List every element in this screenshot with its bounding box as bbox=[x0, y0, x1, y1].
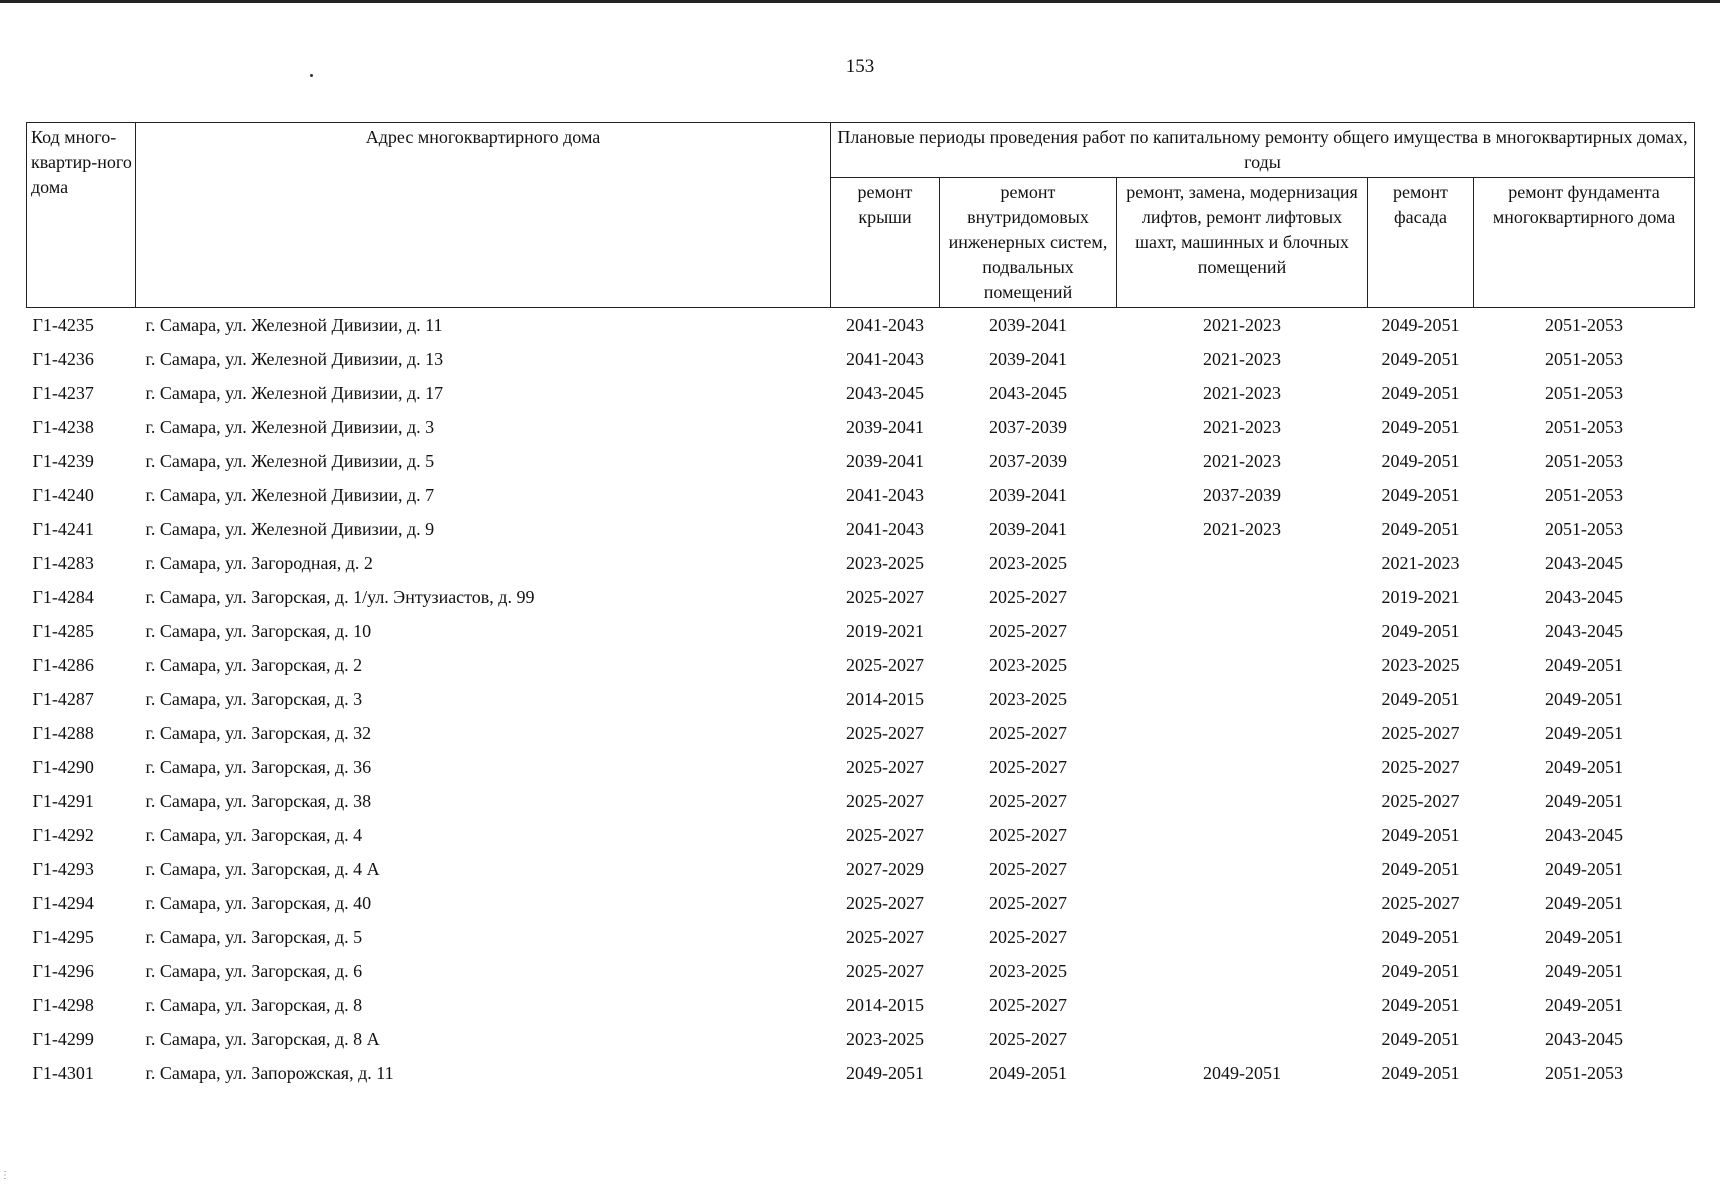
table-row bbox=[27, 852, 1695, 886]
cell-systems: 2025-2027 bbox=[989, 722, 1067, 743]
header-roof: ремонт крыши bbox=[831, 178, 940, 308]
cell-foundation: 2051-2053 bbox=[1545, 348, 1623, 369]
table-row bbox=[27, 920, 1695, 954]
cell-systems: 2023-2025 bbox=[989, 654, 1067, 675]
cell-code: Г1-4237 bbox=[32, 382, 94, 403]
cell-facade: 2049-2051 bbox=[1381, 518, 1460, 539]
cell-foundation: 2043-2045 bbox=[1545, 552, 1623, 573]
table-row bbox=[27, 308, 1695, 343]
cell-roof: 2025-2027 bbox=[846, 790, 924, 811]
cell-code: Г1-4294 bbox=[32, 892, 94, 913]
cell-systems: 2025-2027 bbox=[989, 824, 1067, 845]
cell-facade: 2049-2051 bbox=[1381, 484, 1460, 505]
cell-foundation: 2051-2053 bbox=[1545, 518, 1623, 539]
cell-systems: 2025-2027 bbox=[989, 892, 1067, 913]
cell-code: Г1-4235 bbox=[32, 314, 94, 335]
table-row bbox=[27, 750, 1695, 784]
cell-roof: 2043-2045 bbox=[846, 382, 924, 403]
scan-edge-noise: ⋮ bbox=[0, 1170, 10, 1181]
cell-code: Г1-4290 bbox=[32, 756, 94, 777]
cell-address: г. Самара, ул. Загорская, д. 36 bbox=[145, 756, 372, 777]
cell-foundation: 2051-2053 bbox=[1545, 382, 1623, 403]
cell-foundation: 2043-2045 bbox=[1545, 586, 1623, 607]
cell-address: г. Самара, ул. Загорская, д. 40 bbox=[145, 892, 372, 913]
cell-foundation: 2043-2045 bbox=[1545, 620, 1623, 641]
cell-facade: 2049-2051 bbox=[1381, 1028, 1460, 1049]
table-row bbox=[27, 410, 1695, 444]
cell-code: Г1-4285 bbox=[32, 620, 94, 641]
cell-address: г. Самара, ул. Загорская, д. 1/ул. Энтузиастов, д. 99 bbox=[145, 586, 535, 607]
page-number: 153 bbox=[845, 56, 875, 77]
cell-roof: 2014-2015 bbox=[846, 688, 924, 709]
cell-address: г. Самара, ул. Железной Дивизии, д. 9 bbox=[145, 518, 435, 539]
cell-lifts bbox=[1117, 648, 1368, 682]
cell-foundation: 2051-2053 bbox=[1545, 314, 1623, 335]
table-row bbox=[27, 784, 1695, 818]
cell-lifts: 2021-2023 bbox=[1203, 416, 1281, 437]
cell-code: Г1-4287 bbox=[32, 688, 94, 709]
scan-top-edge bbox=[0, 0, 1720, 3]
cell-code: Г1-4301 bbox=[32, 1062, 94, 1083]
cell-roof: 2023-2025 bbox=[846, 1028, 924, 1049]
cell-systems: 2025-2027 bbox=[989, 620, 1067, 641]
cell-lifts bbox=[1117, 818, 1368, 852]
table-row bbox=[27, 954, 1695, 988]
cell-code: Г1-4238 bbox=[32, 416, 94, 437]
cell-foundation: 2049-2051 bbox=[1545, 892, 1623, 913]
cell-address: г. Самара, ул. Загорская, д. 8 bbox=[145, 994, 363, 1015]
cell-code: Г1-4241 bbox=[32, 518, 94, 539]
cell-foundation: 2049-2051 bbox=[1545, 654, 1623, 675]
cell-foundation: 2049-2051 bbox=[1545, 994, 1623, 1015]
cell-address: г. Самара, ул. Загорская, д. 32 bbox=[145, 722, 372, 743]
cell-lifts bbox=[1117, 886, 1368, 920]
cell-foundation: 2049-2051 bbox=[1545, 858, 1623, 879]
cell-roof: 2025-2027 bbox=[846, 926, 924, 947]
cell-roof: 2027-2029 bbox=[846, 858, 924, 879]
cell-address: г. Самара, ул. Железной Дивизии, д. 7 bbox=[145, 484, 435, 505]
cell-lifts bbox=[1117, 988, 1368, 1022]
cell-code: Г1-4292 bbox=[32, 824, 94, 845]
cell-roof: 2039-2041 bbox=[846, 450, 924, 471]
cell-address: г. Самара, ул. Железной Дивизии, д. 13 bbox=[145, 348, 444, 369]
header-address: Адрес многоквартирного дома bbox=[136, 123, 831, 308]
cell-facade: 2049-2051 bbox=[1381, 688, 1460, 709]
cell-lifts bbox=[1117, 580, 1368, 614]
cell-facade: 2023-2025 bbox=[1381, 654, 1460, 675]
cell-code: Г1-4286 bbox=[32, 654, 94, 675]
cell-lifts: 2021-2023 bbox=[1203, 450, 1281, 471]
cell-foundation: 2051-2053 bbox=[1545, 416, 1623, 437]
cell-facade: 2049-2051 bbox=[1381, 1062, 1460, 1083]
cell-systems: 2025-2027 bbox=[989, 994, 1067, 1015]
cell-code: Г1-4299 bbox=[32, 1028, 94, 1049]
cell-facade: 2025-2027 bbox=[1381, 756, 1460, 777]
header-lifts: ремонт, замена, модернизация лифтов, ремонт лифтовых шахт, машинных и блочных помещений bbox=[1117, 178, 1368, 308]
cell-lifts bbox=[1117, 852, 1368, 886]
table-row bbox=[27, 342, 1695, 376]
table-row bbox=[27, 1056, 1695, 1090]
cell-code: Г1-4283 bbox=[32, 552, 94, 573]
cell-address: г. Самара, ул. Загорская, д. 3 bbox=[145, 688, 363, 709]
cell-foundation: 2043-2045 bbox=[1545, 1028, 1623, 1049]
cell-systems: 2023-2025 bbox=[989, 688, 1067, 709]
cell-address: г. Самара, ул. Загорская, д. 4 А bbox=[145, 858, 380, 879]
cell-lifts: 2037-2039 bbox=[1203, 484, 1281, 505]
cell-facade: 2049-2051 bbox=[1381, 450, 1460, 471]
cell-lifts: 2021-2023 bbox=[1203, 518, 1281, 539]
header-code: Код много-квартир-ного дома bbox=[27, 123, 136, 308]
table-row bbox=[27, 546, 1695, 580]
cell-roof: 2025-2027 bbox=[846, 892, 924, 913]
cell-roof: 2039-2041 bbox=[846, 416, 924, 437]
table-row bbox=[27, 478, 1695, 512]
cell-address: г. Самара, ул. Загорская, д. 2 bbox=[145, 654, 363, 675]
table-row bbox=[27, 512, 1695, 546]
cell-systems: 2025-2027 bbox=[989, 1028, 1067, 1049]
cell-roof: 2041-2043 bbox=[846, 348, 924, 369]
cell-systems: 2023-2025 bbox=[989, 552, 1067, 573]
cell-code: Г1-4298 bbox=[32, 994, 94, 1015]
cell-roof: 2049-2051 bbox=[846, 1062, 924, 1083]
cell-facade: 2025-2027 bbox=[1381, 722, 1460, 743]
cell-foundation: 2043-2045 bbox=[1545, 824, 1623, 845]
cell-lifts bbox=[1117, 784, 1368, 818]
cell-code: Г1-4293 bbox=[32, 858, 94, 879]
cell-foundation: 2049-2051 bbox=[1545, 790, 1623, 811]
cell-facade: 2049-2051 bbox=[1381, 858, 1460, 879]
repair-schedule-table bbox=[26, 122, 1695, 1090]
table-body bbox=[27, 308, 1695, 1091]
cell-address: г. Самара, ул. Загорская, д. 4 bbox=[145, 824, 363, 845]
cell-roof: 2025-2027 bbox=[846, 722, 924, 743]
cell-systems: 2039-2041 bbox=[989, 484, 1067, 505]
cell-lifts bbox=[1117, 682, 1368, 716]
cell-systems: 2049-2051 bbox=[989, 1062, 1067, 1083]
cell-systems: 2025-2027 bbox=[989, 858, 1067, 879]
cell-systems: 2025-2027 bbox=[989, 586, 1067, 607]
cell-systems: 2039-2041 bbox=[989, 518, 1067, 539]
cell-roof: 2025-2027 bbox=[846, 586, 924, 607]
cell-roof: 2014-2015 bbox=[846, 994, 924, 1015]
cell-lifts bbox=[1117, 920, 1368, 954]
table-row bbox=[27, 716, 1695, 750]
cell-address: г. Самара, ул. Загорская, д. 10 bbox=[145, 620, 372, 641]
cell-address: г. Самара, ул. Железной Дивизии, д. 3 bbox=[145, 416, 435, 437]
cell-facade: 2049-2051 bbox=[1381, 314, 1460, 335]
cell-systems: 2023-2025 bbox=[989, 960, 1067, 981]
cell-code: Г1-4284 bbox=[32, 586, 94, 607]
header-systems: ремонт внутридомовых инженерных систем, подвальных помещений bbox=[940, 178, 1117, 308]
cell-facade: 2019-2021 bbox=[1381, 586, 1460, 607]
cell-foundation: 2049-2051 bbox=[1545, 960, 1623, 981]
cell-foundation: 2051-2053 bbox=[1545, 1062, 1623, 1083]
table-row bbox=[27, 1022, 1695, 1056]
cell-roof: 2023-2025 bbox=[846, 552, 924, 573]
header-foundation: ремонт фундамента многоквартирного дома bbox=[1474, 178, 1695, 308]
cell-facade: 2049-2051 bbox=[1381, 824, 1460, 845]
cell-address: г. Самара, ул. Загорская, д. 38 bbox=[145, 790, 372, 811]
cell-code: Г1-4288 bbox=[32, 722, 94, 743]
cell-systems: 2039-2041 bbox=[989, 314, 1067, 335]
cell-roof: 2025-2027 bbox=[846, 824, 924, 845]
cell-lifts bbox=[1117, 954, 1368, 988]
table-row bbox=[27, 988, 1695, 1022]
cell-facade: 2049-2051 bbox=[1381, 620, 1460, 641]
cell-code: Г1-4296 bbox=[32, 960, 94, 981]
cell-systems: 2025-2027 bbox=[989, 756, 1067, 777]
cell-roof: 2041-2043 bbox=[846, 314, 924, 335]
cell-roof: 2041-2043 bbox=[846, 484, 924, 505]
cell-foundation: 2049-2051 bbox=[1545, 926, 1623, 947]
cell-code: Г1-4236 bbox=[32, 348, 94, 369]
cell-foundation: 2049-2051 bbox=[1545, 756, 1623, 777]
cell-address: г. Самара, ул. Запорожская, д. 11 bbox=[145, 1062, 394, 1083]
cell-lifts: 2021-2023 bbox=[1203, 348, 1281, 369]
cell-address: г. Самара, ул. Железной Дивизии, д. 5 bbox=[145, 450, 435, 471]
cell-lifts bbox=[1117, 750, 1368, 784]
cell-roof: 2041-2043 bbox=[846, 518, 924, 539]
cell-lifts: 2021-2023 bbox=[1203, 382, 1281, 403]
cell-facade: 2049-2051 bbox=[1381, 926, 1460, 947]
cell-code: Г1-4240 bbox=[32, 484, 94, 505]
cell-address: г. Самара, ул. Железной Дивизии, д. 11 bbox=[145, 314, 443, 335]
cell-address: г. Самара, ул. Загорская, д. 5 bbox=[145, 926, 363, 947]
cell-roof: 2025-2027 bbox=[846, 756, 924, 777]
cell-lifts bbox=[1117, 546, 1368, 580]
cell-address: г. Самара, ул. Загорская, д. 6 bbox=[145, 960, 363, 981]
cell-code: Г1-4295 bbox=[32, 926, 94, 947]
cell-foundation: 2051-2053 bbox=[1545, 484, 1623, 505]
cell-facade: 2049-2051 bbox=[1381, 994, 1460, 1015]
table-row bbox=[27, 376, 1695, 410]
cell-facade: 2021-2023 bbox=[1381, 552, 1460, 573]
table-row bbox=[27, 886, 1695, 920]
cell-systems: 2025-2027 bbox=[989, 790, 1067, 811]
cell-lifts: 2049-2051 bbox=[1203, 1062, 1281, 1083]
cell-facade: 2049-2051 bbox=[1381, 382, 1460, 403]
cell-facade: 2049-2051 bbox=[1381, 416, 1460, 437]
cell-systems: 2025-2027 bbox=[989, 926, 1067, 947]
header-facade: ремонт фасада bbox=[1368, 178, 1474, 308]
cell-systems: 2037-2039 bbox=[989, 416, 1067, 437]
cell-lifts bbox=[1117, 1022, 1368, 1056]
table-row bbox=[27, 682, 1695, 716]
cell-roof: 2025-2027 bbox=[846, 960, 924, 981]
cell-address: г. Самара, ул. Железной Дивизии, д. 17 bbox=[145, 382, 444, 403]
cell-facade: 2025-2027 bbox=[1381, 892, 1460, 913]
cell-lifts: 2021-2023 bbox=[1203, 314, 1281, 335]
table-row bbox=[27, 648, 1695, 682]
cell-facade: 2025-2027 bbox=[1381, 790, 1460, 811]
cell-lifts bbox=[1117, 716, 1368, 750]
table-row bbox=[27, 614, 1695, 648]
cell-foundation: 2051-2053 bbox=[1545, 450, 1623, 471]
table-row bbox=[27, 818, 1695, 852]
cell-code: Г1-4239 bbox=[32, 450, 94, 471]
cell-foundation: 2049-2051 bbox=[1545, 722, 1623, 743]
cell-address: г. Самара, ул. Загородная, д. 2 bbox=[145, 552, 373, 573]
cell-facade: 2049-2051 bbox=[1381, 348, 1460, 369]
cell-systems: 2037-2039 bbox=[989, 450, 1067, 471]
scan-speck bbox=[310, 74, 313, 77]
table-header bbox=[27, 123, 1695, 308]
table-row bbox=[27, 580, 1695, 614]
cell-systems: 2039-2041 bbox=[989, 348, 1067, 369]
cell-roof: 2019-2021 bbox=[846, 620, 924, 641]
cell-foundation: 2049-2051 bbox=[1545, 688, 1623, 709]
cell-systems: 2043-2045 bbox=[989, 382, 1067, 403]
header-periods: Плановые периоды проведения работ по капитальному ремонту общего имущества в многоквартирных домах, годы bbox=[831, 123, 1695, 178]
table-row bbox=[27, 444, 1695, 478]
cell-address: г. Самара, ул. Загорская, д. 8 А bbox=[145, 1028, 380, 1049]
cell-code: Г1-4291 bbox=[32, 790, 94, 811]
cell-facade: 2049-2051 bbox=[1381, 960, 1460, 981]
cell-lifts bbox=[1117, 614, 1368, 648]
cell-roof: 2025-2027 bbox=[846, 654, 924, 675]
